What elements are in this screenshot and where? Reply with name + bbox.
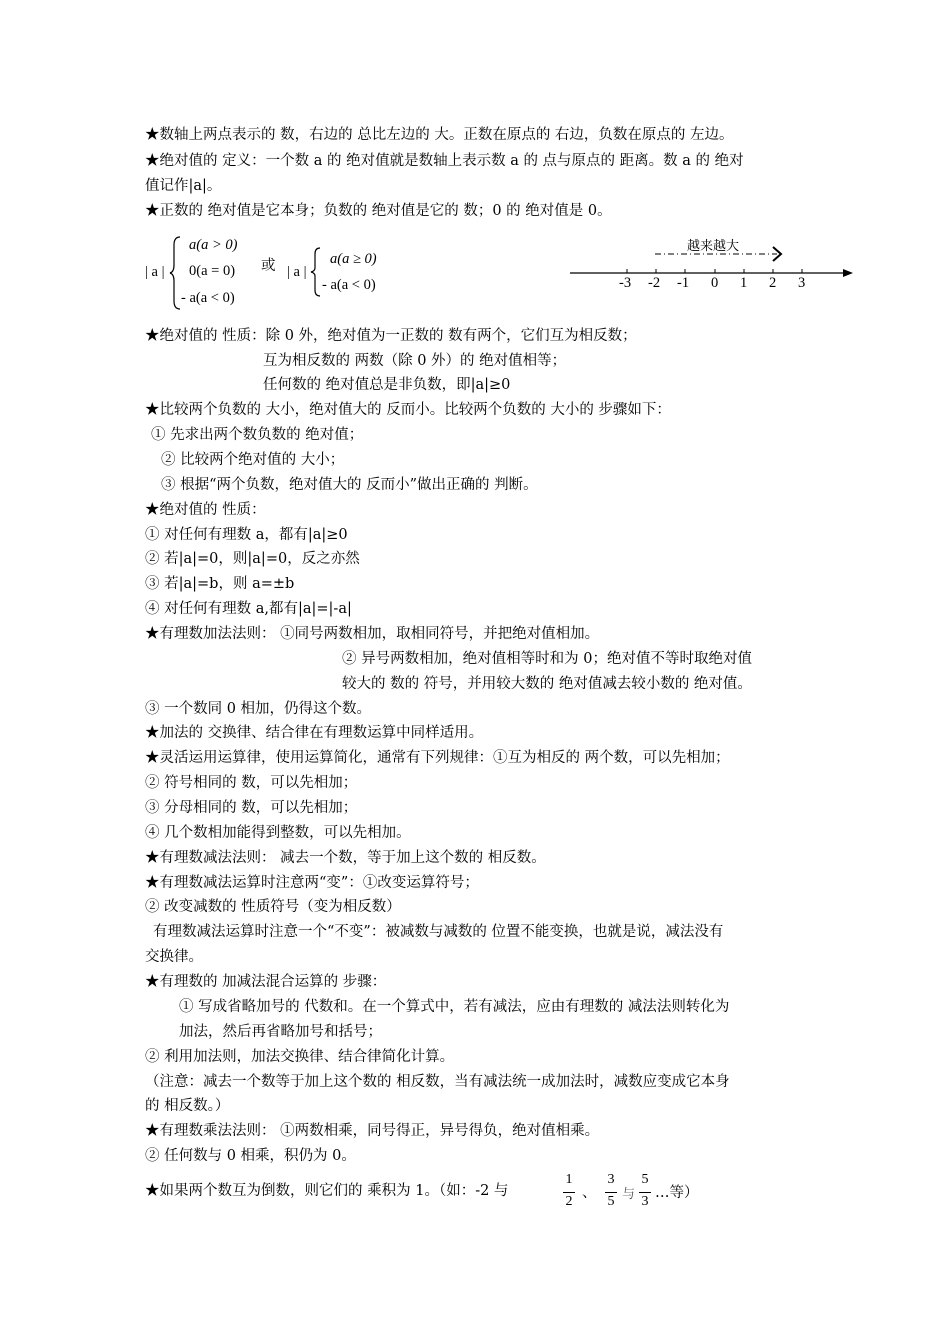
tick-label: -2 — [648, 275, 661, 291]
text-line-2: ★绝对值的 定义：一个数 a 的 绝对值就是数轴上表示数 a 的 点与原点的 距离。数 a 的 绝对 — [145, 153, 744, 169]
text-line-7: 任何数的 绝对值总是非负数，即|a|≥0 — [263, 377, 511, 393]
case-negative: - a(a < 0) — [181, 290, 235, 306]
separator: 、 — [582, 1185, 597, 1201]
fraction-bar — [563, 1192, 575, 1193]
tick-label: 3 — [798, 275, 806, 291]
text-line-19: 较大的 数的 符号，并用较大数的 绝对值减去较小数的 绝对值。 — [342, 676, 752, 692]
text-line-35: （注意：减去一个数等于加上这个数的 相反数，当有减法统一成加法时，减数应变成它本身 — [145, 1074, 730, 1090]
text-line-29: 有理数减法运算时注意一个“不变”：被减数与减数的 位置不能变换，也就是说，减法没有 — [153, 924, 724, 940]
tick-label: -1 — [677, 275, 690, 291]
ellipsis-etc: …等） — [655, 1185, 699, 1201]
text-line-24: ③ 分母相同的 数，可以先相加； — [145, 800, 358, 816]
text-line-15: ③ 若|a|=b，则 a=±b — [145, 576, 295, 592]
tick-label: 0 — [711, 275, 719, 291]
text-line-6: 互为相反数的 两数（除 0 外）的 绝对值相等； — [263, 353, 567, 369]
text-line-1: ★数轴上两点表示的 数，右边的 总比左边的 大。正数在原点的 右边，负数在原点的 左边。 — [145, 127, 734, 143]
text-line-25: ④ 几个数相加能得到整数，可以先相加。 — [145, 825, 411, 841]
text-line-5: ★绝对值的 性质：除 0 外，绝对值为一正数的 数有两个，它们互为相反数； — [145, 328, 637, 344]
fraction-denominator: 5 — [607, 1194, 615, 1209]
case-zero: 0(a = 0) — [189, 263, 236, 279]
text-line-26: ★有理数减法法则： 减去一个数，等于加上这个数的 相反数。 — [145, 850, 546, 866]
tick-label: 1 — [740, 275, 748, 291]
text-line-27: ★有理数减法运算时注意两“变”：①改变运算符号； — [145, 875, 479, 891]
fraction-bar — [639, 1192, 651, 1193]
text-line-17: ★有理数加法法则： ①同号两数相加，取相同符号，并把绝对值相加。 — [145, 626, 600, 642]
case-neg-2: - a(a < 0) — [322, 277, 376, 293]
fraction-denominator: 2 — [565, 1194, 573, 1209]
text-line-18: ② 异号两数相加，绝对值相等时和为 0；绝对值不等时取绝对值 — [342, 651, 752, 667]
axis-arrow-icon — [843, 269, 853, 277]
text-line-34: ② 利用加法则，加法交换律、结合律简化计算。 — [145, 1049, 455, 1065]
text-line-21: ★加法的 交换律、结合律在有理数运算中同样适用。 — [145, 725, 484, 741]
and-word: 与 — [622, 1187, 636, 1202]
text-line-32: ① 写成省略加号的 代数和。在一个算式中，若有减法，应由有理数的 减法法则转化为 — [179, 999, 730, 1015]
fraction-bar — [605, 1192, 617, 1193]
left-brace-icon-2 — [309, 246, 323, 298]
text-line-4: ★正数的 绝对值是它本身；负数的 绝对值是它的 数；0 的 绝对值是 0。 — [145, 203, 612, 219]
text-line-16: ④ 对任何有理数 a,都有|a|=|-a| — [145, 601, 352, 617]
text-line-33: 加法，然后再省略加号和括号； — [179, 1024, 382, 1040]
text-line-36: 的 相反数。） — [145, 1098, 230, 1114]
text-line-38: ② 任何数与 0 相乘，积仍为 0。 — [145, 1148, 356, 1164]
tick-label: -3 — [619, 275, 632, 291]
abs-a-symbol-2: | a | — [287, 264, 307, 280]
case-positive: a(a > 0) — [189, 237, 238, 253]
text-line-8: ★比较两个负数的 大小，绝对值大的 反而小。比较两个负数的 大小的 步骤如下： — [145, 402, 671, 418]
text-line-11: ③ 根据“两个负数，绝对值大的 反而小”做出正确的 判断。 — [161, 477, 538, 493]
text-line-13: ① 对任何有理数 a，都有|a|≥0 — [145, 527, 348, 543]
increasing-label: 越来越大 — [687, 239, 740, 254]
text-line-12: ★绝对值的 性质： — [145, 502, 266, 518]
text-line-3: 值记作|a|。 — [145, 178, 222, 194]
text-line-31: ★有理数的 加减法混合运算的 步骤： — [145, 974, 387, 990]
text-line-14: ② 若|a|=0，则|a|=0，反之亦然 — [145, 551, 360, 567]
text-line-30: 交换律。 — [145, 949, 203, 965]
text-line-37: ★有理数乘法法则： ①两数相乘，同号得正，异号得负，绝对值相乘。 — [145, 1123, 600, 1139]
text-line-22: ★灵活运用运算律，使用运算简化，通常有下列规律：①互为相反的 两个数，可以先相加； — [145, 750, 730, 766]
text-line-23: ② 符号相同的 数，可以先相加； — [145, 775, 358, 791]
abs-a-symbol: | a | — [145, 264, 165, 280]
or-label: 或 — [261, 258, 276, 274]
text-line-10: ② 比较两个绝对值的 大小； — [161, 452, 345, 468]
fraction-numerator: 5 — [641, 1172, 649, 1187]
case-nonneg: a(a ≥ 0) — [330, 251, 377, 267]
text-line-28: ② 改变减数的 性质符号（变为相反数） — [145, 899, 401, 915]
fraction-numerator: 1 — [565, 1172, 573, 1187]
text-line-9: ① 先求出两个数负数的 绝对值； — [151, 427, 364, 443]
text-line-20: ③ 一个数同 0 相加，仍得这个数。 — [145, 701, 372, 717]
fraction-numerator: 3 — [607, 1172, 615, 1187]
tick-label: 2 — [769, 275, 777, 291]
fraction-denominator: 3 — [641, 1194, 649, 1209]
text-line-39: ★如果两个数互为倒数，则它们的 乘积为 1。（如：-2 与 — [145, 1183, 509, 1199]
